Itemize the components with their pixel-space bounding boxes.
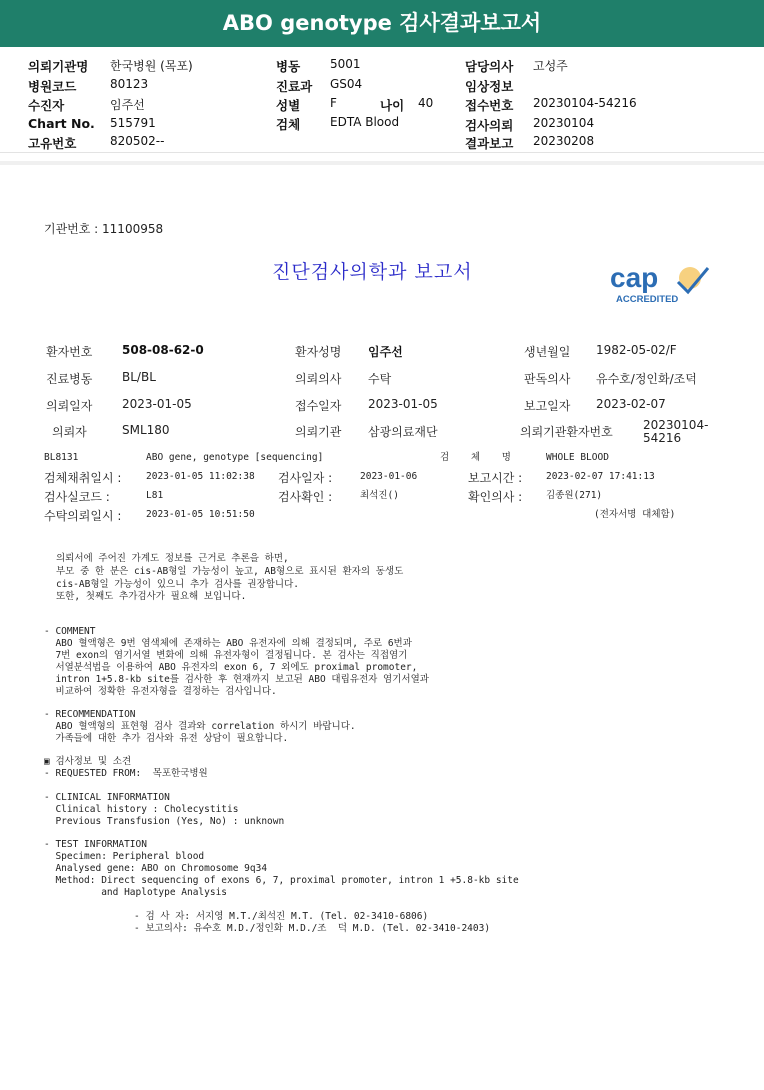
value-institution: 한국병원 (목포)	[110, 59, 193, 73]
value-chart-no: 515791	[110, 116, 156, 130]
body-line: intron 1+5.8-kb site를 검사한 후 현재까지 보고된 ABO 대립유전자 염기서열과	[44, 674, 429, 685]
body-line: 비교하여 정확한 유전자형을 결정하는 검사입니다.	[44, 686, 277, 697]
grid-value-reading-doctor: 유수호/정인화/조덕	[596, 372, 697, 386]
cap-logo	[608, 264, 718, 310]
confirm-doctor-value: 김종원(271)	[546, 490, 603, 501]
test-code: BL8131	[44, 452, 79, 463]
value-doctor: 고성주	[533, 59, 568, 73]
body-line: and Haplotype Analysis	[44, 887, 228, 898]
label-unique-no: 고유번호	[28, 136, 77, 151]
value-patient: 임주선	[110, 98, 145, 112]
test-information-heading: - TEST INFORMATION	[44, 839, 147, 850]
label-chart-no: Chart No.	[28, 116, 95, 131]
report-time-value: 2023-02-07 17:41:13	[546, 471, 655, 482]
grid-value-inst-patient-no-2: 54216	[643, 431, 682, 445]
header-divider	[0, 152, 764, 153]
label-doctor: 담당의사	[465, 59, 514, 74]
specimen-name-label: 검 체 명	[440, 452, 519, 463]
value-ward: 5001	[330, 57, 361, 71]
collect-time-label: 검체채취일시 :	[44, 471, 122, 485]
body-line: ABO 혈액형은 9번 염색체에 존재하는 ABO 유전자에 의해 결정되며, 주로 6번과	[44, 638, 412, 649]
grid-value-patient-name: 임주선	[368, 345, 403, 359]
grid-value-inst-patient-no-1: 20230104-	[643, 418, 709, 432]
grid-label-request-institution: 의뢰기관	[295, 425, 342, 439]
test-info-heading: ▣ 검사정보 및 소견	[44, 756, 132, 767]
institution-number: 기관번호 : 11100958	[44, 222, 164, 236]
body-line: 7번 exon의 염기서열 변화에 의해 유전자형이 결정됩니다. 본 검사는 직접염기	[44, 650, 408, 661]
grid-value-request-date: 2023-01-05	[122, 397, 192, 411]
test-confirm-label: 검사확인 :	[278, 490, 333, 504]
value-result-date: 20230208	[533, 134, 595, 148]
grid-value-request-institution: 삼광의료재단	[368, 425, 438, 439]
esign-note: (전자서명 대체함)	[594, 509, 676, 520]
comment-heading: - COMMENT	[44, 626, 96, 637]
grid-label-ward: 진료병동	[46, 372, 93, 386]
body-line: 가족들에 대한 추가 검사와 유전 상담이 필요합니다.	[44, 733, 289, 744]
label-receipt-no: 접수번호	[465, 98, 514, 113]
grid-label-request-date: 의뢰일자	[46, 399, 93, 413]
test-confirm-value: 최석진()	[360, 490, 399, 501]
value-specimen: EDTA Blood	[330, 115, 400, 129]
confirm-doctor-label: 확인의사 :	[468, 490, 523, 504]
label-patient: 수진자	[28, 98, 65, 113]
grid-label-receipt-date: 접수일자	[295, 399, 342, 413]
lab-code-value: L81	[146, 490, 164, 501]
body-line: 또한, 첫째도 추가검사가 필요해 보입니다.	[56, 591, 247, 602]
label-specimen: 검체	[276, 117, 301, 132]
body-line: 의뢰서에 주어진 가계도 정보를 근거로 추론을 하면,	[56, 553, 289, 564]
grid-value-requester: SML180	[122, 423, 170, 437]
value-age: 40	[418, 96, 434, 110]
body-line: 서열분석법을 이용하여 ABO 유전자의 exon 6, 7 외에도 proximal promoter,	[44, 662, 418, 673]
label-result-date: 결과보고	[465, 136, 514, 151]
header-shadow	[0, 161, 764, 165]
specimen-name-value: WHOLE BLOOD	[546, 452, 609, 463]
grid-value-patient-no: 508-08-62-0	[122, 343, 204, 357]
reporting-doctor-line: - 보고의사: 유수호 M.D./정인화 M.D./조 덕 M.D. (Tel. 02-3410-2403)	[134, 923, 491, 934]
value-request-date: 20230104	[533, 116, 595, 130]
tester-line: - 검 사 자: 서지영 M.T./최석진 M.T. (Tel. 02-3410-6806)	[134, 911, 429, 922]
label-hospital-code: 병원코드	[28, 79, 77, 94]
grid-label-patient-name: 환자성명	[295, 345, 342, 359]
grid-label-patient-no: 환자번호	[46, 345, 93, 359]
label-sex: 성별	[276, 98, 301, 113]
cap-accredited-text: ACCREDITED	[616, 294, 679, 305]
grid-value-birth: 1982-05-02/F	[596, 343, 677, 357]
grid-label-report-date: 보고일자	[524, 399, 571, 413]
grid-value-report-date: 2023-02-07	[596, 397, 666, 411]
value-receipt-no: 20230104-54216	[533, 96, 637, 110]
value-hospital-code: 80123	[110, 77, 149, 91]
grid-label-ordering-doctor: 의뢰의사	[295, 372, 342, 386]
label-age: 나이	[380, 98, 405, 113]
recommendation-heading: - RECOMMENDATION	[44, 709, 136, 720]
body-line: - REQUESTED FROM: 목포한국병원	[44, 768, 208, 779]
body-line: Method: Direct sequencing of exons 6, 7, proximal promoter, intron 1 +5.8-kb site	[44, 875, 519, 886]
label-clinical-info: 임상정보	[465, 79, 514, 94]
test-date-value: 2023-01-06	[360, 471, 418, 482]
body-line: cis-AB형일 가능성이 있으니 추가 검사를 권장합니다.	[56, 579, 299, 590]
body-line: 부모 중 한 분은 cis-AB형일 가능성이 높고, AB형으로 표시된 환자의 동생도	[56, 566, 404, 577]
grid-label-requester: 의뢰자	[52, 425, 87, 439]
report-time-label: 보고시간 :	[468, 471, 523, 485]
label-department: 진료과	[276, 79, 313, 94]
collect-time-value: 2023-01-05 11:02:38	[146, 471, 255, 482]
test-date-label: 검사일자 :	[278, 471, 333, 485]
grid-value-ordering-doctor: 수탁	[368, 372, 392, 386]
clinical-heading: - CLINICAL INFORMATION	[44, 792, 170, 803]
grid-value-ward: BL/BL	[122, 370, 156, 384]
grid-label-birth: 생년월일	[524, 345, 571, 359]
value-sex: F	[330, 96, 337, 110]
label-institution: 의뢰기관명	[28, 59, 89, 74]
report-title-bar: ABO genotype 검사결과보고서	[0, 0, 764, 47]
lab-code-label: 검사실코드 :	[44, 490, 110, 504]
body-line: Analysed gene: ABO on Chromosome 9q34	[44, 863, 268, 874]
body-line: Specimen: Peripheral blood	[44, 851, 205, 862]
request-time-value: 2023-01-05 10:51:50	[146, 509, 255, 520]
value-department: GS04	[330, 77, 363, 91]
body-line: ABO 혈액형의 표현형 검사 결과와 correlation 하시기 바랍니다.	[44, 721, 356, 732]
cap-logo-text: cap	[610, 262, 659, 293]
label-ward: 병동	[276, 59, 301, 74]
body-line: Clinical history : Cholecystitis	[44, 804, 239, 815]
label-request-date: 검사의뢰	[465, 118, 514, 133]
grid-value-receipt-date: 2023-01-05	[368, 397, 438, 411]
grid-label-inst-patient-no: 의뢰기관환자번호	[520, 425, 613, 439]
grid-label-reading-doctor: 판독의사	[524, 372, 571, 386]
test-name: ABO gene, genotype [sequencing]	[146, 452, 324, 463]
request-time-label: 수탁의뢰일시 :	[44, 509, 122, 523]
value-unique-no: 820502--	[110, 134, 165, 148]
page-title: 진단검사의학과 보고서	[272, 261, 473, 283]
body-line: Previous Transfusion (Yes, No) : unknown	[44, 816, 285, 827]
